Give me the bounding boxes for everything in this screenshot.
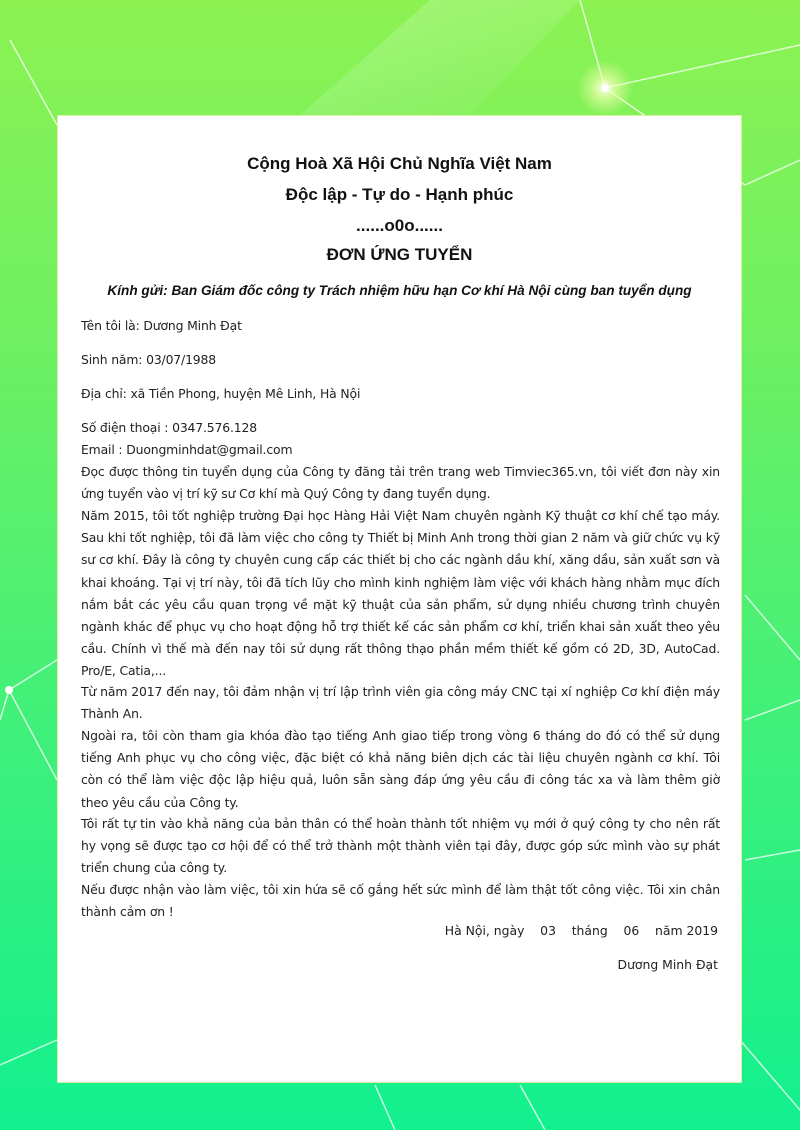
applicant-address: Địa chỉ: xã Tiền Phong, huyện Mê Linh, Hà Nội xyxy=(81,386,361,401)
applicant-birth: Sinh năm: 03/07/1988 xyxy=(81,352,216,367)
date-line: Hà Nội, ngày 03 tháng 06 năm 2019 xyxy=(444,923,718,938)
paragraph-skills: Ngoài ra, tôi còn tham gia khóa đào tạo tiếng Anh giao tiếp trong vòng 6 tháng do đó có thể sử dụng tiếng Anh phục vụ cho công việc, đặc biệt có khả năng biên dịch các tài liệu chuyên ngành cơ khí. Tôi còn có thể làm việc độc lập hiệu quả, luôn sẵn sàng đáp ứng yêu cầu đi công tác xa và làm thêm giờ theo yêu cầu của Công ty. xyxy=(81,728,720,810)
application-letter xyxy=(57,115,742,1083)
recipient-line: Kính gửi: Ban Giám đốc công ty Trách nhiệm hữu hạn Cơ khí Hà Nội cùng ban tuyển dụng xyxy=(107,283,692,298)
paragraph-closing: Nếu được nhận vào làm việc, tôi xin hứa sẽ cố gắng hết sức mình để làm thật tốt công việc. Tôi xin chân thành cảm ơn ! xyxy=(81,882,720,920)
paragraph-intro: Đọc được thông tin tuyển dụng của Công ty đăng tải trên trang web Timviec365.vn, tôi viết đơn này xin ứng tuyển vào vị trí kỹ sư Cơ khí mà Quý Công ty đang tuyển dụng. xyxy=(81,464,720,502)
paragraph-current-role: Từ năm 2017 đến nay, tôi đảm nhận vị trí lập trình viên gia công máy CNC tại xí nghiệp Cơ khí điện máy Thành An. xyxy=(81,684,720,722)
applicant-phone: Số điện thoại : 0347.576.128 xyxy=(81,420,257,435)
applicant-name: Tên tôi là: Dương Minh Đạt xyxy=(81,318,242,333)
paragraph-motivation: Tôi rất tự tin vào khả năng của bản thân có thể hoàn thành tốt nhiệm vụ mới ở quý công ty cho nên rất hy vọng sẽ được tạo cơ hội để có thể trở thành một thành viên tại đây, được góp sức mình vào sự phát triển chung của công ty. xyxy=(81,816,720,876)
header-divider: ......o0o...... xyxy=(356,216,443,235)
paragraph-experience: Năm 2015, tôi tốt nghiệp trường Đại học Hàng Hải Việt Nam chuyên ngành Kỹ thuật cơ khí chế tạo máy. Sau khi tốt nghiệp, tôi đã làm việc cho công ty Thiết bị Minh Anh trong thời gian 2 năm và giữ chức vụ kỹ sư cơ khí. Đây là công ty chuyên cung cấp các thiết bị cho các ngành dầu khí, xăng dầu, sản xuất sơn và khai khoáng. Tại vị trí này, tôi đã tích lũy cho mình kinh nghiệm làm việc với khách hàng nhằm mục đích nắm bắt các yêu cầu quan trọng về mặt kỹ thuật của sản phẩm, sử dụng nhiều chương trình chuyên ngành khác để phục vụ cho hoạt động hỗ trợ thiết kế các sản phẩm cơ khí, triển khai sản xuất theo yêu cầu. Chính vì thế mà đến nay tôi sử dụng rất thông thạo phần mềm thiết kế gồm có 2D, 3D, AutoCad. Pro/E, Catia,... xyxy=(81,508,720,679)
national-title: Cộng Hoà Xã Hội Chủ Nghĩa Việt Nam xyxy=(247,154,552,173)
applicant-email: Email : Duongminhdat@gmail.com xyxy=(81,442,293,457)
national-motto: Độc lập - Tự do - Hạnh phúc xyxy=(285,185,514,204)
signature-name: Dương Minh Đạt xyxy=(617,957,718,972)
letter-title: ĐƠN ỨNG TUYỂN xyxy=(326,245,473,264)
